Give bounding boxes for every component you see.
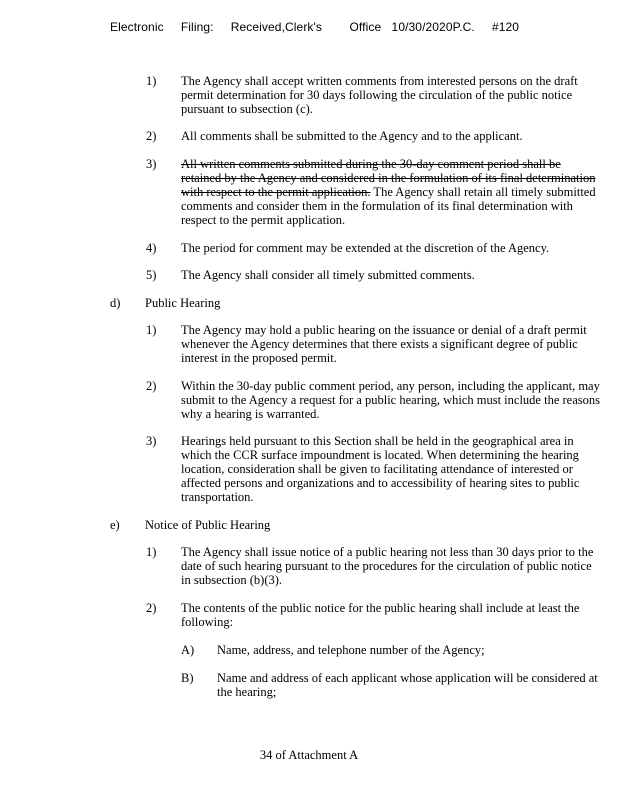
item-text: The contents of the public notice for the public hearing shall include at least the following: <box>181 601 580 629</box>
header-received: Received, <box>230 20 286 34</box>
item-text: Within the 30-day public comment period, any person, including the applicant, may submit to the Agency a request for a public hearing, which must include the reasons why a hearing is warranted. <box>181 379 600 421</box>
item-number: 3) <box>146 157 157 171</box>
subitem-text: Name, address, and telephone number of the Agency; <box>217 643 485 657</box>
item-number: 3) <box>146 434 157 448</box>
item-number: 4) <box>146 241 157 255</box>
item-text: The period for comment may be extended at the discretion of the Agency. <box>181 241 550 255</box>
item-number: 2) <box>146 129 157 143</box>
item-number: 1) <box>146 545 157 559</box>
item-text <box>181 157 601 227</box>
item-number: 1) <box>146 323 157 337</box>
section-letter: e) <box>110 518 120 532</box>
page-footer: 34 of Attachment A <box>259 748 359 762</box>
subitem-number: B) <box>181 671 194 685</box>
section-letter: d) <box>110 296 121 310</box>
section-title: Notice of Public Hearing <box>145 518 271 532</box>
item-text: The Agency shall issue notice of a public hearing not less than 30 days prior to the date of such hearing pursuant to the procedures for the circulation of public notice in subsection (b)(3). <box>181 545 594 587</box>
item-text: The Agency shall consider all timely submitted comments. <box>181 268 475 282</box>
item-number: 2) <box>146 601 157 615</box>
header-office: Office <box>349 20 382 34</box>
header-electronic: Electronic <box>110 20 164 34</box>
header-pc: P.C. <box>452 20 475 34</box>
subitem-number: A) <box>181 643 195 657</box>
item-number: 1) <box>146 74 157 88</box>
section-title: Public Hearing <box>145 296 221 310</box>
subitem-text: Name and address of each applicant whose application will be considered at the hearing; <box>217 671 598 699</box>
filing-header <box>110 20 519 34</box>
item-text: Hearings held pursuant to this Section shall be held in the geographical area in which the CCR surface impoundment is located. When determining the hearing location, consideration shall be given to facilitating attendance of interested or affected persons and organizations and to accessibility of hearing sites to public transportation. <box>181 434 580 504</box>
item-text: The Agency shall accept written comments from interested persons on the draft permit determination for 30 days following the circulation of the public notice pursuant to subsection (c). <box>181 74 578 116</box>
item-text: The Agency may hold a public hearing on the issuance or denial of a draft permit whenever the Agency determines that there exists a significant degree of public interest in the proposed permit. <box>181 323 587 365</box>
header-clerks: Clerk's <box>285 20 323 34</box>
item-text: All comments shall be submitted to the Agency and to the applicant. <box>181 129 523 143</box>
header-date: 10/30/2020 <box>391 20 453 34</box>
struck-text: All written comments submitted during the 30-day comment period shall be retained by the Agency and considered in the formulation of its final determination with respect to the permit application. <box>181 157 596 199</box>
item-number: 2) <box>146 379 157 393</box>
item-number: 5) <box>146 268 157 282</box>
header-number: #120 <box>491 20 520 34</box>
header-filing: Filing: <box>180 20 214 34</box>
inserted-text: The Agency shall retain all timely submitted comments and consider them in the formulation of its final determination with respect to the permit application. <box>181 185 596 227</box>
